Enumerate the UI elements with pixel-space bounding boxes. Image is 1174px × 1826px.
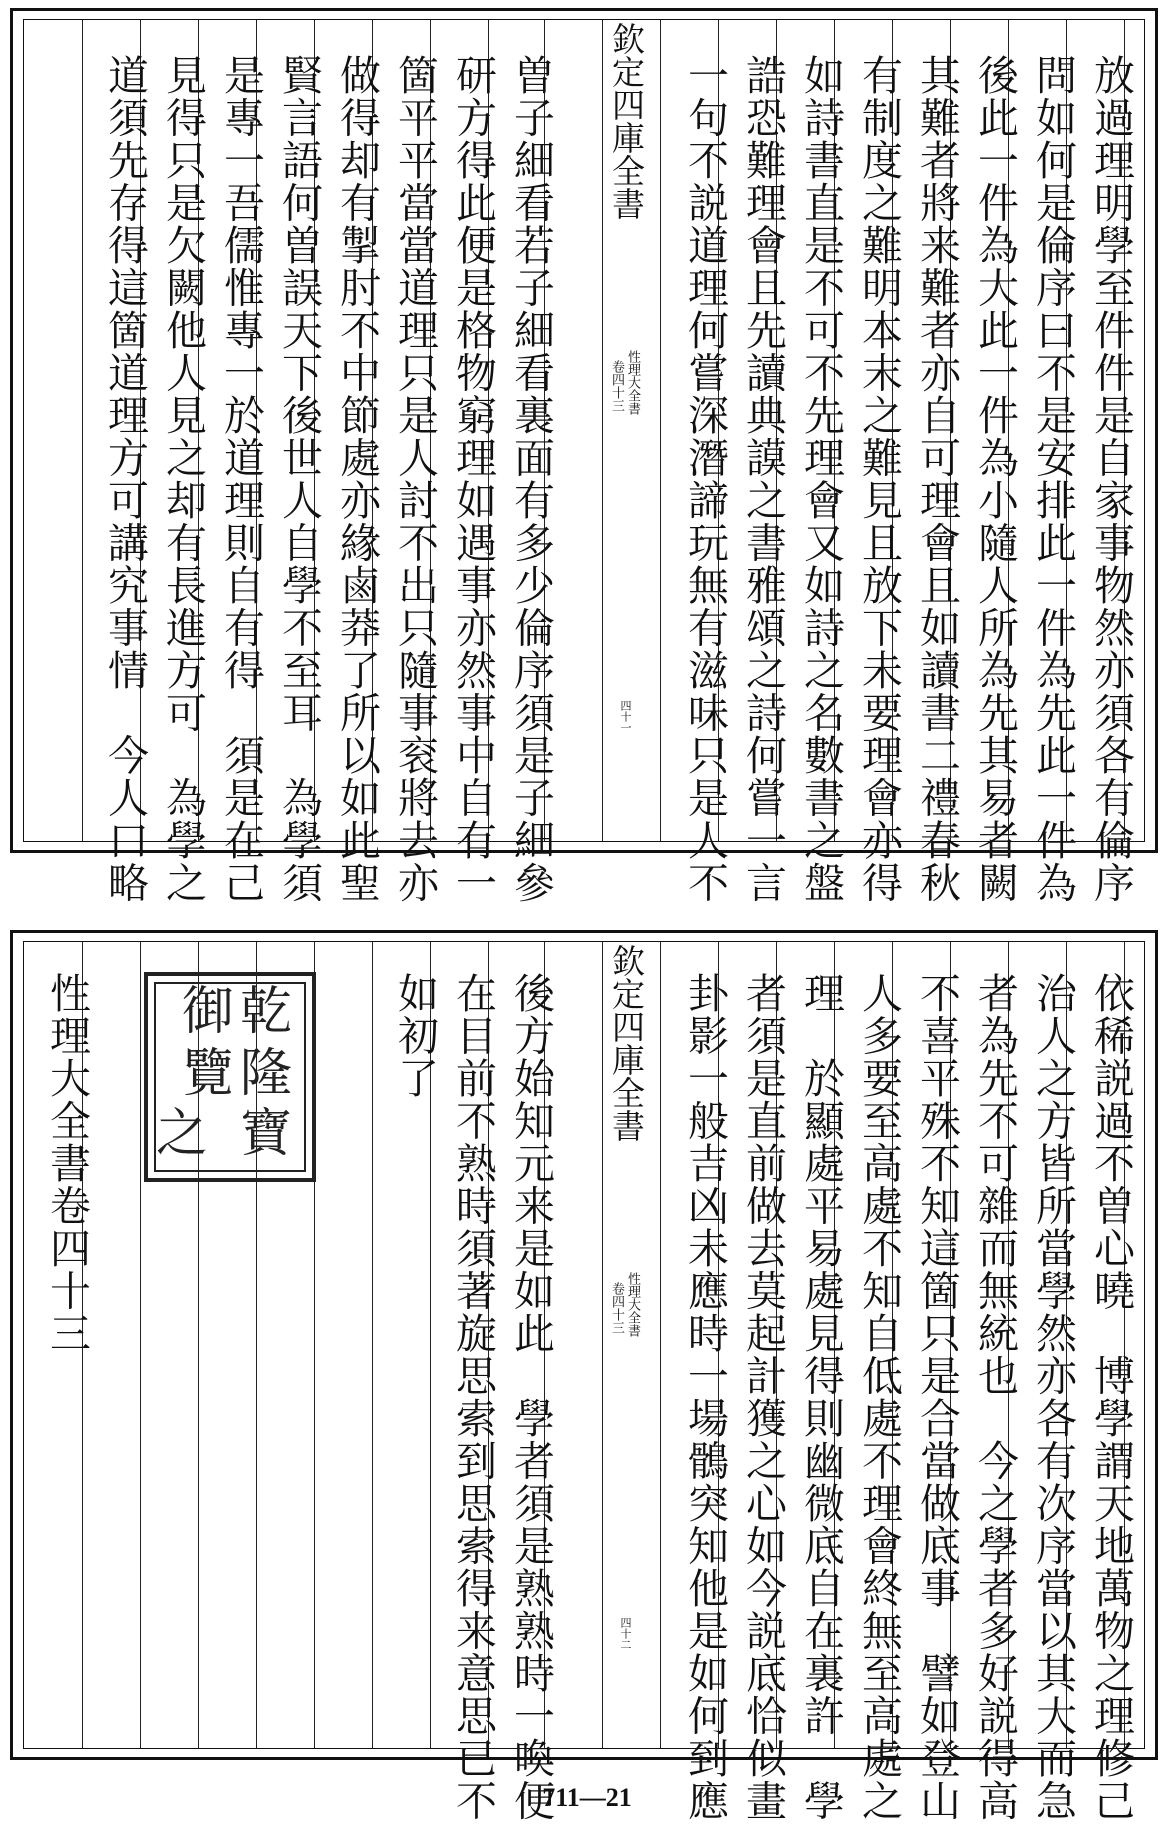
text-column: 者須是直前做去莫起計獲之心如今説底恰似畫 [739, 972, 787, 1822]
text-column: 依稀説過不曽心曉 博學謂天地萬物之理修己 [1087, 972, 1135, 1822]
text-column: 有制度之難明本末之難見且放下未要理會亦得 [855, 54, 903, 904]
imperial-seal: 乾 隆 御 覽 之 寶 [144, 972, 316, 1182]
text-column: 研方得此便是格物窮理如遇事亦然事中自有一 [449, 54, 497, 904]
text-column: 治人之方皆所當學然亦各有次序當以其大而急 [1029, 972, 1077, 1822]
center-leaf-number: 四十一 [619, 700, 632, 733]
volume-end-title: 性理大全書卷四十三 [43, 972, 91, 1355]
text-column: 誥恐難理會且先讀典謨之書雅頌之詩何嘗一言 [739, 54, 787, 904]
text-column: 問如何是倫序曰不是安排此一件為先此一件為 [1029, 54, 1077, 904]
text-column: 一句不説道理何嘗深潛諦玩無有滋味只是人不 [681, 54, 729, 904]
center-book-title: 性理大全書 [625, 350, 640, 415]
text-column: 道須先存得這箇道理方可講究事情 今人口略 [101, 54, 149, 904]
text-column: 如初了 [391, 972, 439, 1100]
text-column: 不喜平殊不知這箇只是合當做底事 譬如登山 [913, 972, 961, 1822]
text-column: 是專一吾儒惟專一於道理則自有得 須是在己 [217, 54, 265, 904]
text-column: 賢言語何曽誤天下後世人自學不至耳 為學須 [275, 54, 323, 904]
text-column: 人多要至高處不知自低處不理會終無至高處之 [855, 972, 903, 1822]
text-column: 其難者將来難者亦自可理會且如讀書二禮春秋 [913, 54, 961, 904]
center-book-title: 性理大全書 [625, 1272, 640, 1337]
center-title: 欽定四庫全書 [607, 22, 646, 220]
top-page [10, 8, 1158, 904]
text-column: 曽子細看若子細看裏面有多少倫序須是子細參 [507, 54, 555, 904]
center-volume: 卷四十三 [609, 360, 624, 412]
center-title: 欽定四庫全書 [607, 944, 646, 1142]
text-column: 如詩書直是不可不先理會又如詩之名數書之盤 [797, 54, 845, 904]
center-leaf-number: 四十二 [619, 1617, 632, 1650]
text-column: 卦影一般吉凶未應時一場鶻突知他是如何到應 [681, 972, 729, 1822]
page-number: 711—21 [542, 1783, 632, 1812]
text-column: 在目前不熟時須著旋思索到思索得来意思已不 [449, 972, 497, 1822]
text-column: 見得只是欠闕他人見之却有長進方可 為學之 [159, 54, 207, 904]
center-volume: 卷四十三 [609, 1282, 624, 1334]
text-column: 箇平平當當道理只是人討不出只隨事衮將去亦 [391, 54, 439, 904]
top-page-frame [23, 19, 1145, 904]
text-column: 做得却有掣肘不中節處亦緣鹵莽了所以如此聖 [333, 54, 381, 904]
text-column: 放過理明學至件件是自家事物然亦須各有倫序 [1087, 54, 1135, 904]
text-column: 後此一件為大此一件為小隨人所為先其易者闕 [971, 54, 1019, 904]
text-column: 後方始知元来是如此 學者須是熟熟時一喚便 [507, 972, 555, 1822]
text-column: 理 於顯處平易處見得則幽微底自在裏許 學 [797, 972, 845, 1822]
text-column: 者為先不可雜而無統也 今之學者多好説得高 [971, 972, 1019, 1822]
